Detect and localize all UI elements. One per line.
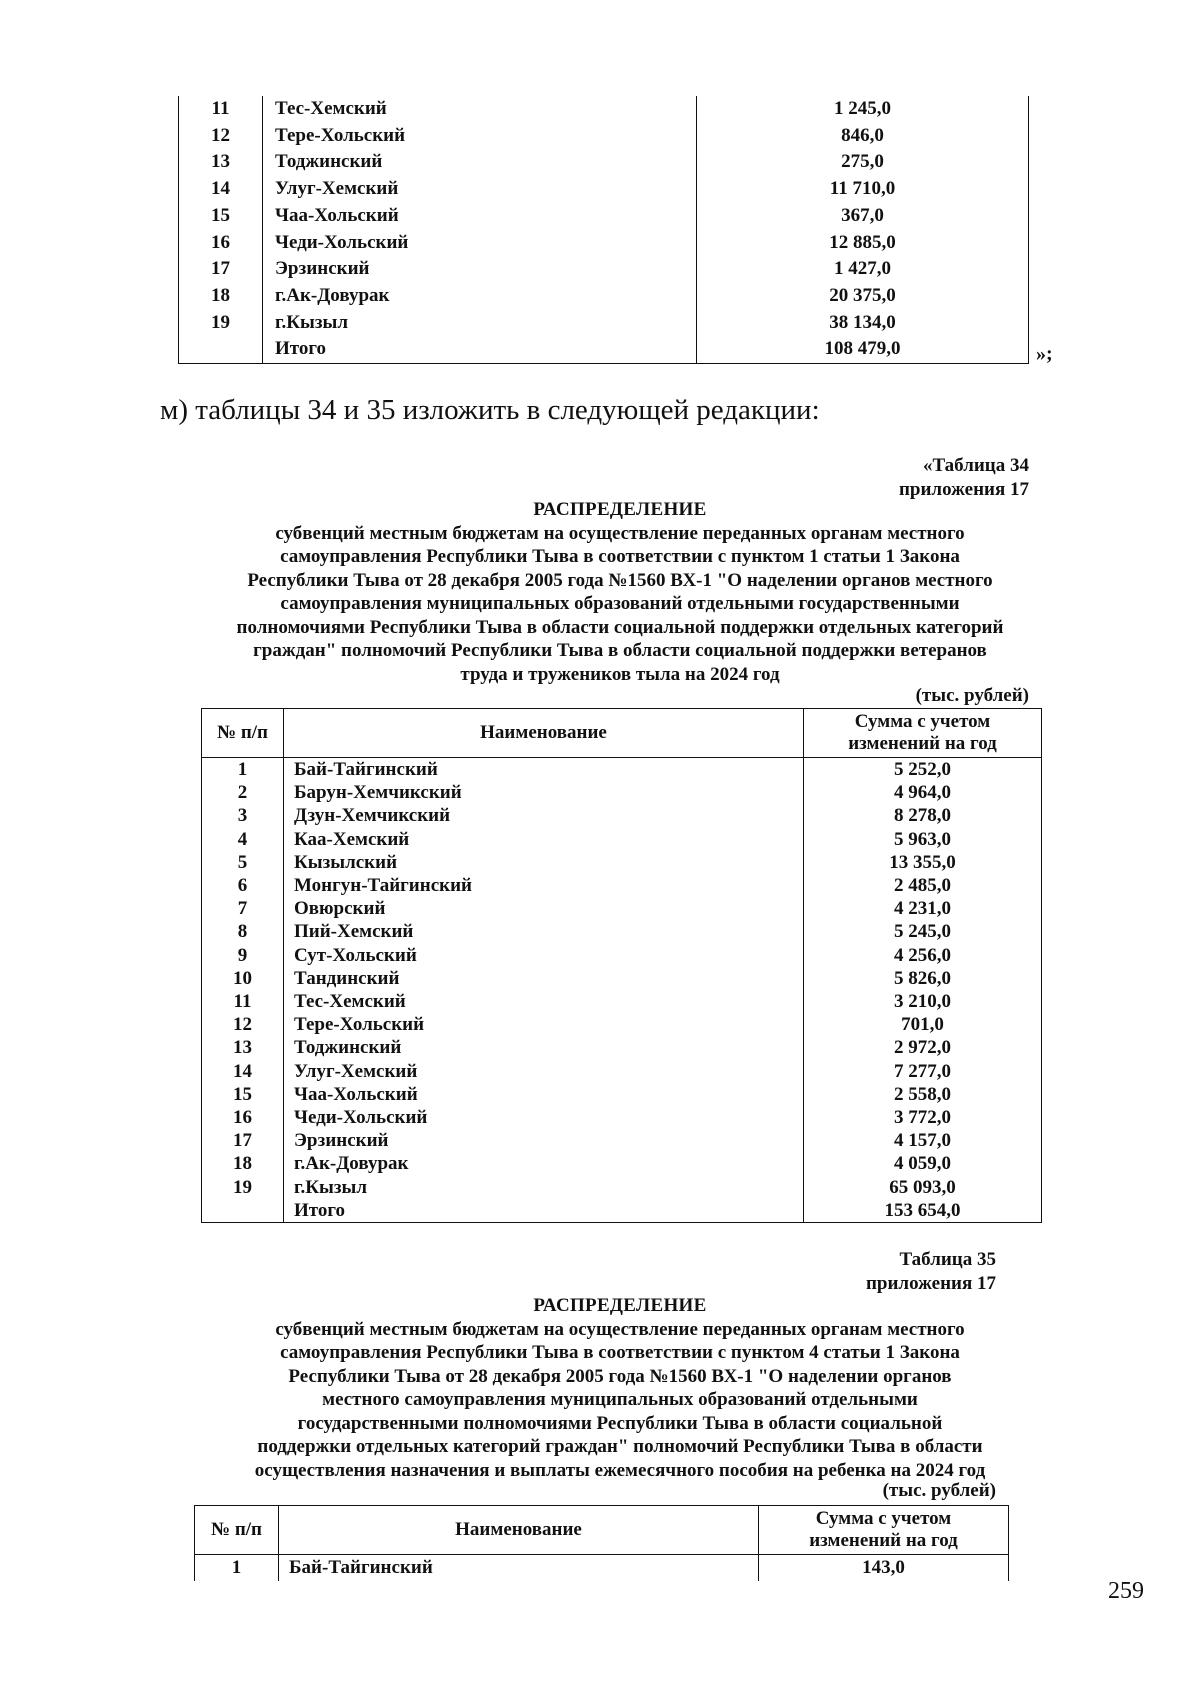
table-row <box>179 176 1029 203</box>
row-number: 4 <box>202 828 284 851</box>
row-sum: 1 245,0 <box>697 96 1029 123</box>
row-number: 12 <box>202 1013 284 1036</box>
table35-title <box>160 1294 1080 1482</box>
row-number <box>202 1199 284 1223</box>
row-sum: 4 964,0 <box>804 781 1042 804</box>
row-name: Тере-Хольский <box>263 123 697 150</box>
row-name: Бай-Тайгинский <box>284 758 804 782</box>
row-sum: 20 375,0 <box>697 283 1029 310</box>
table35-heading: РАСПРЕДЕЛЕНИЕ <box>533 1295 707 1316</box>
row-number <box>179 336 263 363</box>
row-number: 19 <box>202 1176 284 1199</box>
table-row <box>202 1106 1042 1129</box>
row-sum: 12 885,0 <box>697 230 1029 257</box>
table-row <box>195 1555 1009 1582</box>
row-name: Тес-Хемский <box>284 990 804 1013</box>
row-name: Тоджинский <box>263 149 697 176</box>
table34-header-row <box>202 709 1042 758</box>
table34-ref-appendix: приложения 17 <box>898 479 1029 500</box>
row-sum: 4 256,0 <box>804 944 1042 967</box>
row-name: Итого <box>284 1199 804 1223</box>
table-row <box>202 851 1042 874</box>
row-name: Эрзинский <box>284 1129 804 1152</box>
table-row <box>202 920 1042 943</box>
total-row <box>202 1199 1042 1223</box>
table-row <box>179 230 1029 257</box>
description-line: самоуправления Республики Тыва в соответствии с пунктом 4 статьи 1 Закона <box>280 1342 960 1363</box>
table-row <box>179 123 1029 150</box>
table-row <box>179 310 1029 337</box>
row-name: Чеди-Хольский <box>263 230 697 257</box>
row-number: 14 <box>202 1060 284 1083</box>
row-number: 15 <box>202 1083 284 1106</box>
table-row <box>179 283 1029 310</box>
row-sum: 2 485,0 <box>804 874 1042 897</box>
row-name: Чаа-Хольский <box>284 1083 804 1106</box>
row-name: Итого <box>263 336 697 363</box>
row-sum: 3 210,0 <box>804 990 1042 1013</box>
continuation-table <box>178 96 1029 364</box>
table35-units: (тыс. рублей) <box>882 1480 996 1501</box>
row-number: 12 <box>179 123 263 150</box>
description-line: самоуправления муниципальных образований отдельными государственными <box>280 593 960 614</box>
description-line: осуществления назначения и выплаты ежемесячного пособия на ребенка на 2024 год <box>254 1459 986 1481</box>
table-row <box>202 1083 1042 1106</box>
table34-header-sum-line1: Сумма с учетом <box>854 711 991 732</box>
row-number: 19 <box>179 310 263 337</box>
row-name: г.Ак-Довурак <box>284 1152 804 1175</box>
table35-header-name: Наименование <box>279 1506 759 1555</box>
row-name: Кызылский <box>284 851 804 874</box>
row-name: Тес-Хемский <box>263 96 697 123</box>
row-sum: 143,0 <box>759 1555 1009 1582</box>
row-sum: 2 972,0 <box>804 1036 1042 1059</box>
row-sum: 38 134,0 <box>697 310 1029 337</box>
row-name: Тере-Хольский <box>284 1013 804 1036</box>
description-line: Республики Тыва от 28 декабря 2005 года №1560 ВХ-1 "О наделении органов <box>288 1365 952 1387</box>
table35-header-sum-line2: изменений на год <box>809 1530 958 1551</box>
table35-ref-number: Таблица 35 <box>899 1249 996 1270</box>
table-row <box>202 1060 1042 1083</box>
row-sum: 5 963,0 <box>804 828 1042 851</box>
description-line: субвенций местным бюджетам на осуществление переданных органам местного <box>275 1318 965 1340</box>
row-number: 18 <box>179 283 263 310</box>
row-name: г.Ак-Довурак <box>263 283 697 310</box>
continuation-table-body <box>179 96 1029 364</box>
row-sum: 8 278,0 <box>804 804 1042 827</box>
description-line: граждан" полномочий Республики Тыва в области социальной поддержки ветеранов <box>253 640 987 661</box>
row-sum: 153 654,0 <box>804 1199 1042 1223</box>
table34-heading: РАСПРЕДЕЛЕНИЕ <box>533 499 707 520</box>
amendment-intro: м) таблицы 34 и 35 изложить в следующей редакции: <box>160 394 820 426</box>
description-line: местного самоуправления муниципальных образований отдельными <box>322 1389 918 1410</box>
table-row <box>179 96 1029 123</box>
row-name: Эрзинский <box>263 256 697 283</box>
description-line: субвенций местным бюджетам на осуществление переданных органам местного <box>275 522 965 544</box>
row-sum: 11 710,0 <box>697 176 1029 203</box>
row-sum: 5 826,0 <box>804 967 1042 990</box>
row-number: 1 <box>202 758 284 782</box>
table35-ref-appendix: приложения 17 <box>865 1273 996 1294</box>
table-row <box>202 1013 1042 1036</box>
table-row <box>202 1036 1042 1059</box>
description-line: государственными полномочиями Республики Тыва в области социальной <box>297 1412 943 1434</box>
row-number: 13 <box>179 149 263 176</box>
row-number: 17 <box>202 1129 284 1152</box>
table35-body <box>195 1555 1009 1582</box>
table-row <box>202 1152 1042 1175</box>
row-number: 11 <box>202 990 284 1013</box>
table34-header-name: Наименование <box>284 709 804 758</box>
row-number: 16 <box>202 1106 284 1129</box>
table-row <box>202 804 1042 827</box>
row-number: 6 <box>202 874 284 897</box>
row-sum: 108 479,0 <box>697 336 1029 363</box>
row-name: Дзун-Хемчикский <box>284 804 804 827</box>
row-sum: 4 059,0 <box>804 1152 1042 1175</box>
table35-description <box>160 1318 1080 1483</box>
row-name: Улуг-Хемский <box>284 1060 804 1083</box>
description-line: полномочиями Республики Тыва в области социальной поддержки отдельных категорий <box>236 616 1004 638</box>
row-number: 5 <box>202 851 284 874</box>
row-name: Каа-Хемский <box>284 828 804 851</box>
table34-ref-number: «Таблица 34 <box>922 455 1029 476</box>
row-sum: 65 093,0 <box>804 1176 1042 1199</box>
table34-reference <box>899 454 1029 502</box>
row-number: 2 <box>202 781 284 804</box>
row-name: Монгун-Тайгинский <box>284 874 804 897</box>
row-sum: 1 427,0 <box>697 256 1029 283</box>
table-row <box>202 944 1042 967</box>
row-number: 13 <box>202 1036 284 1059</box>
table35-header-num: № п/п <box>195 1506 279 1555</box>
table34-title <box>160 498 1080 686</box>
table35-reference <box>866 1248 996 1296</box>
table34-header-sum-line2: изменений на год <box>848 733 997 754</box>
row-sum: 367,0 <box>697 203 1029 230</box>
row-number: 8 <box>202 920 284 943</box>
table34-header-num: № п/п <box>202 709 284 758</box>
table35 <box>194 1505 1009 1581</box>
description-line: поддержки отдельных категорий граждан" полномочий Республики Тыва в области <box>257 1436 983 1457</box>
row-sum: 3 772,0 <box>804 1106 1042 1129</box>
table-row <box>202 967 1042 990</box>
row-number: 1 <box>195 1555 279 1582</box>
row-sum: 4 231,0 <box>804 897 1042 920</box>
row-number: 15 <box>179 203 263 230</box>
row-number: 11 <box>179 96 263 123</box>
table35-header-row <box>195 1506 1009 1555</box>
row-name: Чеди-Хольский <box>284 1106 804 1129</box>
row-number: 9 <box>202 944 284 967</box>
row-name: Тоджинский <box>284 1036 804 1059</box>
row-name: Барун-Хемчикский <box>284 781 804 804</box>
row-number: 16 <box>179 230 263 257</box>
row-name: Чаа-Хольский <box>263 203 697 230</box>
table34-units: (тыс. рублей) <box>915 685 1029 706</box>
table-row <box>179 149 1029 176</box>
table34-header-sum <box>804 709 1042 758</box>
row-name: Улуг-Хемский <box>263 176 697 203</box>
row-sum: 13 355,0 <box>804 851 1042 874</box>
total-row <box>179 336 1029 363</box>
table34 <box>201 708 1042 1223</box>
row-number: 18 <box>202 1152 284 1175</box>
table-row <box>202 828 1042 851</box>
table34-description <box>160 522 1080 687</box>
row-sum: 275,0 <box>697 149 1029 176</box>
table-row <box>202 781 1042 804</box>
table34-body <box>202 758 1042 1223</box>
row-number: 3 <box>202 804 284 827</box>
row-sum: 846,0 <box>697 123 1029 150</box>
row-name: Бай-Тайгинский <box>279 1555 759 1582</box>
table35-header-sum-line1: Сумма с учетом <box>815 1508 952 1529</box>
table-row <box>202 874 1042 897</box>
description-line: труда и тружеников тыла на 2024 год <box>460 663 780 685</box>
table-row <box>202 758 1042 782</box>
row-sum: 701,0 <box>804 1013 1042 1036</box>
row-number: 14 <box>179 176 263 203</box>
description-line: Республики Тыва от 28 декабря 2005 года №1560 ВХ-1 "О наделении органов местного <box>247 569 993 591</box>
row-sum: 4 157,0 <box>804 1129 1042 1152</box>
table-row <box>202 990 1042 1013</box>
row-sum: 5 245,0 <box>804 920 1042 943</box>
row-name: г.Кызыл <box>284 1176 804 1199</box>
table35-header-sum <box>759 1506 1009 1555</box>
row-sum: 5 252,0 <box>804 758 1042 782</box>
description-line: самоуправления Республики Тыва в соответствии с пунктом 1 статьи 1 Закона <box>280 546 960 567</box>
row-name: Овюрский <box>284 897 804 920</box>
table-row <box>179 203 1029 230</box>
table-row <box>202 897 1042 920</box>
table-row <box>179 256 1029 283</box>
row-name: г.Кызыл <box>263 310 697 337</box>
page-number: 259 <box>1108 1578 1144 1604</box>
table-row <box>202 1129 1042 1152</box>
row-number: 7 <box>202 897 284 920</box>
row-sum: 7 277,0 <box>804 1060 1042 1083</box>
row-number: 10 <box>202 967 284 990</box>
row-name: Пий-Хемский <box>284 920 804 943</box>
closing-quote-mark: »; <box>1036 343 1053 365</box>
row-number: 17 <box>179 256 263 283</box>
row-name: Тандинский <box>284 967 804 990</box>
row-sum: 2 558,0 <box>804 1083 1042 1106</box>
row-name: Сут-Хольский <box>284 944 804 967</box>
table-row <box>202 1176 1042 1199</box>
